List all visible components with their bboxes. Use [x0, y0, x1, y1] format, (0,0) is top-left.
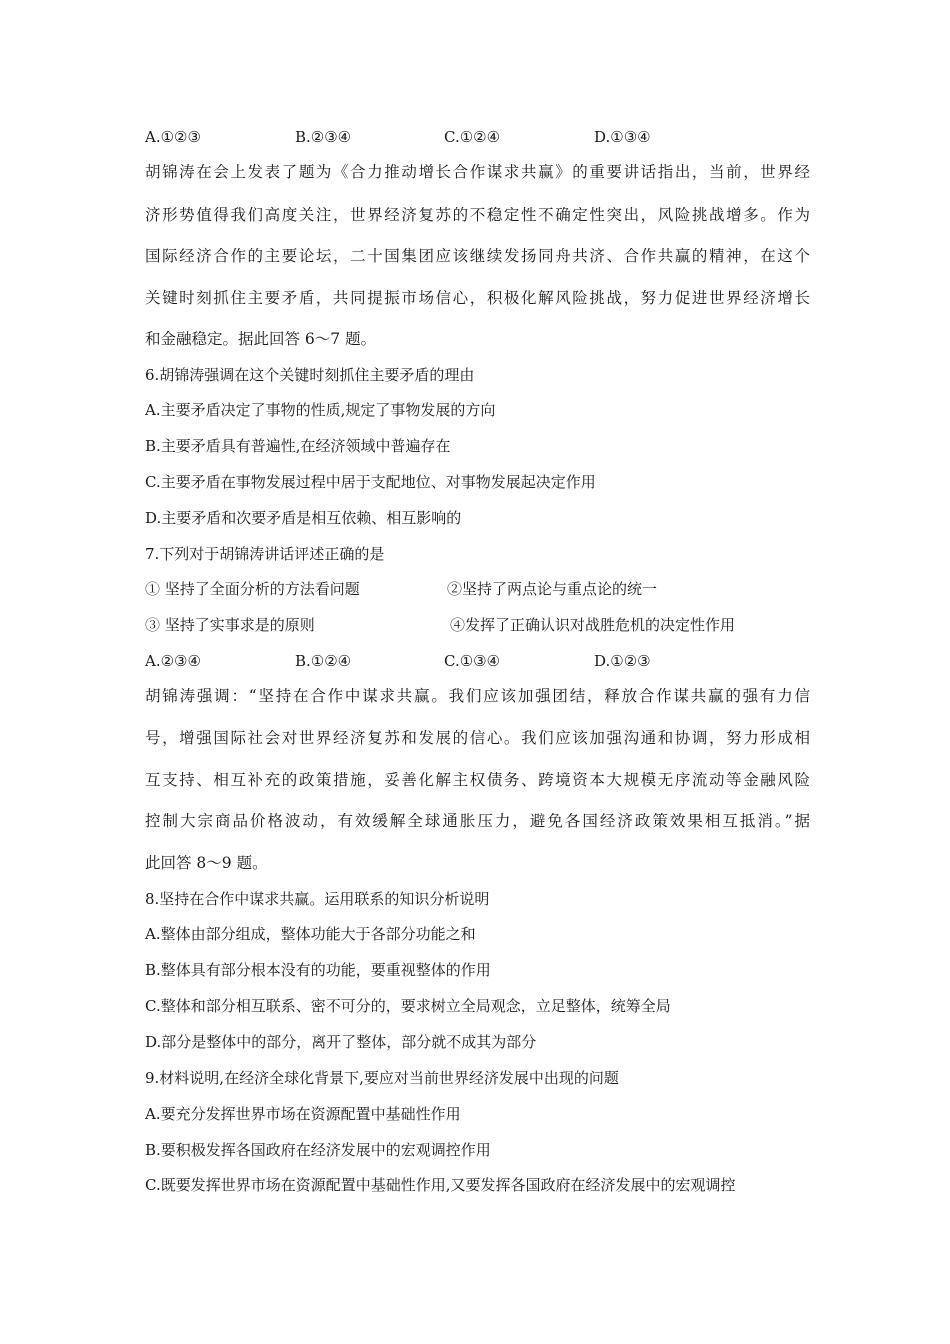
q5-option-b: B.②③④	[295, 128, 352, 146]
q7-option-c: C.①③④	[444, 652, 501, 670]
q6-option-c: C.主要矛盾在事物发展过程中居于支配地位、对事物发展起决定作用	[145, 473, 596, 491]
q8-option-d: D.部分是整体中的部分，离开了整体，部分就不成其为部分	[145, 1033, 537, 1051]
q6-option-d: D.主要矛盾和次要矛盾是相互依赖、相互影响的	[145, 509, 462, 527]
q9-option-b: B.要积极发挥各国政府在经济发展中的宏观调控作用	[145, 1141, 491, 1159]
q9-option-c: C.既要发挥世界市场在资源配置中基础性作用,又要发挥各国政府在经济发展中的宏观调控	[145, 1176, 736, 1194]
q9-option-a: A.要充分发挥世界市场在资源配置中基础性作用	[145, 1105, 461, 1123]
passage2-line-5: 此回答 8～9 题。	[145, 854, 268, 872]
q5-options	[145, 127, 745, 147]
passage2-line-1: 胡锦涛强调：“坚持在合作中谋求共赢。我们应该加强团结，释放合作谋共赢的强有力信	[145, 687, 810, 705]
q6-option-b: B.主要矛盾具有普遍性,在经济领域中普遍存在	[145, 437, 451, 455]
q7-statement-3: ③ 坚持了实事求是的原则	[145, 616, 315, 634]
q7-option-d: D.①②③	[594, 652, 651, 670]
q8-option-c: C.整体和部分相互联系、密不可分的，要求树立全局观念，立足整体，统筹全局	[145, 997, 671, 1015]
q7-statement-1: ① 坚持了全面分析的方法看问题	[145, 580, 360, 598]
q7-statement-4: ④发挥了正确认识对战胜危机的决定性作用	[450, 616, 736, 634]
q7-statements-row-1	[145, 579, 810, 599]
q6-option-a: A.主要矛盾决定了事物的性质,规定了事物发展的方向	[145, 401, 496, 419]
passage2-line-2: 号，增强国际社会对世界经济复苏和发展的信心。我们应该加强沟通和协调，努力形成相	[145, 729, 810, 747]
q7-option-b: B.①②④	[295, 652, 352, 670]
q7-option-a: A.②③④	[145, 652, 201, 670]
q7-statements-row-2	[145, 615, 810, 635]
q6-stem: 6.胡锦涛强调在这个关键时刻抓住主要矛盾的理由	[145, 366, 475, 384]
q7-statement-2: ②坚持了两点论与重点论的统一	[447, 580, 658, 598]
q5-option-c: C.①②④	[444, 128, 501, 146]
passage1-line-4: 关键时刻抓住主要矛盾，共同提振市场信心，积极化解风险挑战，努力促进世界经济增长	[145, 289, 810, 307]
q8-stem: 8.坚持在合作中谋求共赢。运用联系的知识分析说明	[145, 890, 490, 908]
q8-option-a: A.整体由部分组成，整体功能大于各部分功能之和	[145, 925, 476, 943]
q5-option-d: D.①③④	[594, 128, 651, 146]
passage1-line-5: 和金融稳定。据此回答 6～7 题。	[145, 330, 377, 348]
passage2-line-4: 控制大宗商品价格波动，有效缓解全球通胀压力，避免各国经济政策效果相互抵消。”据	[145, 812, 810, 830]
passage1-line-3: 国际经济合作的主要论坛，二十国集团应该继续发扬同舟共济、合作共赢的精神，在这个	[145, 247, 810, 265]
q9-stem: 9.材料说明,在经济全球化背景下,要应对当前世界经济发展中出现的问题	[145, 1069, 619, 1087]
q5-option-a: A.①②③	[145, 128, 201, 146]
q7-options	[145, 651, 745, 671]
passage2-line-3: 互支持、相互补充的政策措施，妥善化解主权债务、跨境资本大规模无序流动等金融风险	[145, 771, 810, 789]
q7-stem: 7.下列对于胡锦涛讲话评述正确的是	[145, 545, 385, 563]
passage1-line-2: 济形势值得我们高度关注，世界经济复苏的不稳定性不确定性突出，风险挑战增多。作为	[145, 206, 810, 224]
passage1-line-1: 胡锦涛在会上发表了题为《合力推动增长合作谋求共赢》的重要讲话指出，当前，世界经	[145, 163, 810, 181]
q8-option-b: B.整体具有部分根本没有的功能，要重视整体的作用	[145, 961, 491, 979]
